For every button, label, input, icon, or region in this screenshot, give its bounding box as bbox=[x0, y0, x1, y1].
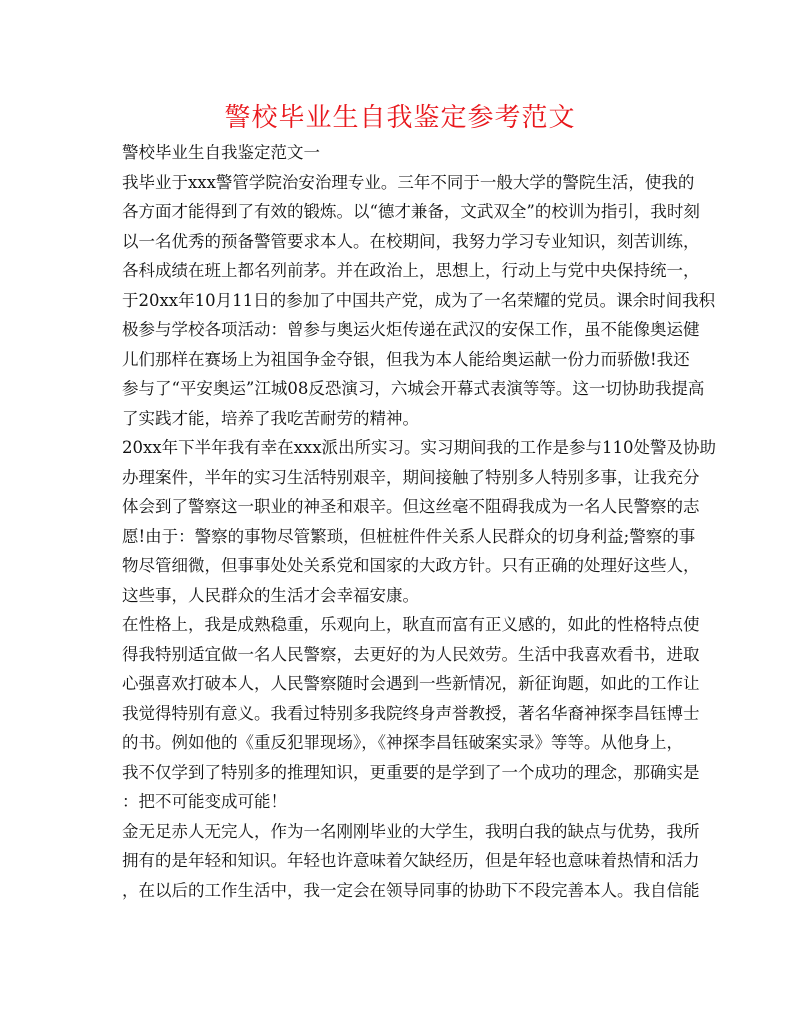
paragraph-personality bbox=[122, 610, 700, 817]
text-line: 于20xx年10月11日的参加了中国共产党，成为了一名荣耀的党员。课余时间我积 bbox=[122, 290, 716, 310]
text-line: ：把不可能变成可能！ bbox=[122, 792, 287, 811]
text-line: 心强喜欢打破本人，人民警察随时会遇到一些新情况，新征询题，如此的工作让 bbox=[122, 674, 700, 693]
text-line: 以一名优秀的预备警管要求本人。在校期间，我努力学习专业知识，刻苦训练， bbox=[122, 231, 700, 251]
text-line: 金无足赤人无完人，作为一名刚刚毕业的大学生，我明白我的缺点与优势，我所 bbox=[122, 821, 700, 841]
text-line: 在性格上，我是成熟稳重，乐观向上，耿直而富有正义感的，如此的性格特点使 bbox=[122, 615, 700, 634]
text-line: 20xx年下半年我有幸在xxx派出所实习。实习期间我的工作是参与110处警及协助 bbox=[122, 438, 717, 457]
text-line: 拥有的是年轻和知识。年轻也许意味着欠缺经历，但是年轻也意味着热情和活力 bbox=[122, 851, 700, 870]
text-line: 我毕业于xxx警管学院治安治理专业。三年不同于一般大学的警院生活，使我的 bbox=[122, 172, 695, 192]
paragraph-internship bbox=[122, 433, 717, 610]
text-line: 极参与学校各项活动：曾参与奥运火炬传递在武汉的安保工作，虽不能像奥运健 bbox=[122, 320, 700, 339]
text-line: 我觉得特别有意义。我看过特别多我院终身声誉教授，著名华裔神探李昌钰博士 bbox=[122, 703, 700, 723]
text-line: 得我特别适宜做一名人民警察，去更好的为人民效劳。生活中我喜欢看书，进取 bbox=[122, 644, 700, 664]
text-line: 参与了“平安奥运”江城08反恐演习，六城会开幕式表演等等。这一切协助我提高 bbox=[122, 379, 705, 398]
text-line: 物尽管细微，但事事处处关系党和国家的大政方针。只有正确的处理好这些人， bbox=[122, 556, 700, 575]
text-line: 体会到了警察这一职业的神圣和艰辛。但这丝毫不阻碍我成为一名人民警察的志 bbox=[122, 497, 700, 516]
text-line: ，在以后的工作生活中，我一定会在领导同事的协助下不段完善本人。我自信能 bbox=[122, 880, 700, 900]
section-subtitle: 警校毕业生自我鉴定范文一 bbox=[122, 143, 320, 162]
paragraph-education bbox=[122, 168, 716, 434]
text-line: 愿!由于：警察的事物尽管繁琐，但桩桩件件关系人民群众的切身利益;警察的事 bbox=[122, 526, 696, 546]
text-line: 了实践才能，培养了我吃苦耐劳的精神。 bbox=[122, 408, 419, 428]
text-line: 办理案件，半年的实习生活特别艰辛，期间接触了特别多人特别多事，让我充分 bbox=[122, 467, 700, 487]
text-line: 的书。例如他的《重反犯罪现场》，《神探李昌钰破案实录》等等。从他身上， bbox=[122, 733, 683, 752]
paragraph-self-assessment bbox=[122, 817, 700, 906]
text-line: 儿们那样在赛场上为祖国争金夺银，但我为本人能给奥运献一份力而骄傲!我还 bbox=[122, 349, 690, 369]
text-line: 各科成绩在班上都名列前茅。并在政治上，思想上，行动上与党中央保持统一， bbox=[122, 261, 700, 280]
document-title: 警校毕业生自我鉴定参考范文 bbox=[224, 103, 576, 133]
text-line: 各方面才能得到了有效的锻炼。以“德才兼备，文武双全”的校训为指引，我时刻 bbox=[122, 202, 700, 221]
document-body bbox=[122, 138, 717, 905]
text-line: 这些事，人民群众的生活才会幸福安康。 bbox=[122, 585, 419, 605]
text-line: 我不仅学到了特别多的推理知识，更重要的是学到了一个成功的理念，那确实是 bbox=[122, 762, 700, 782]
